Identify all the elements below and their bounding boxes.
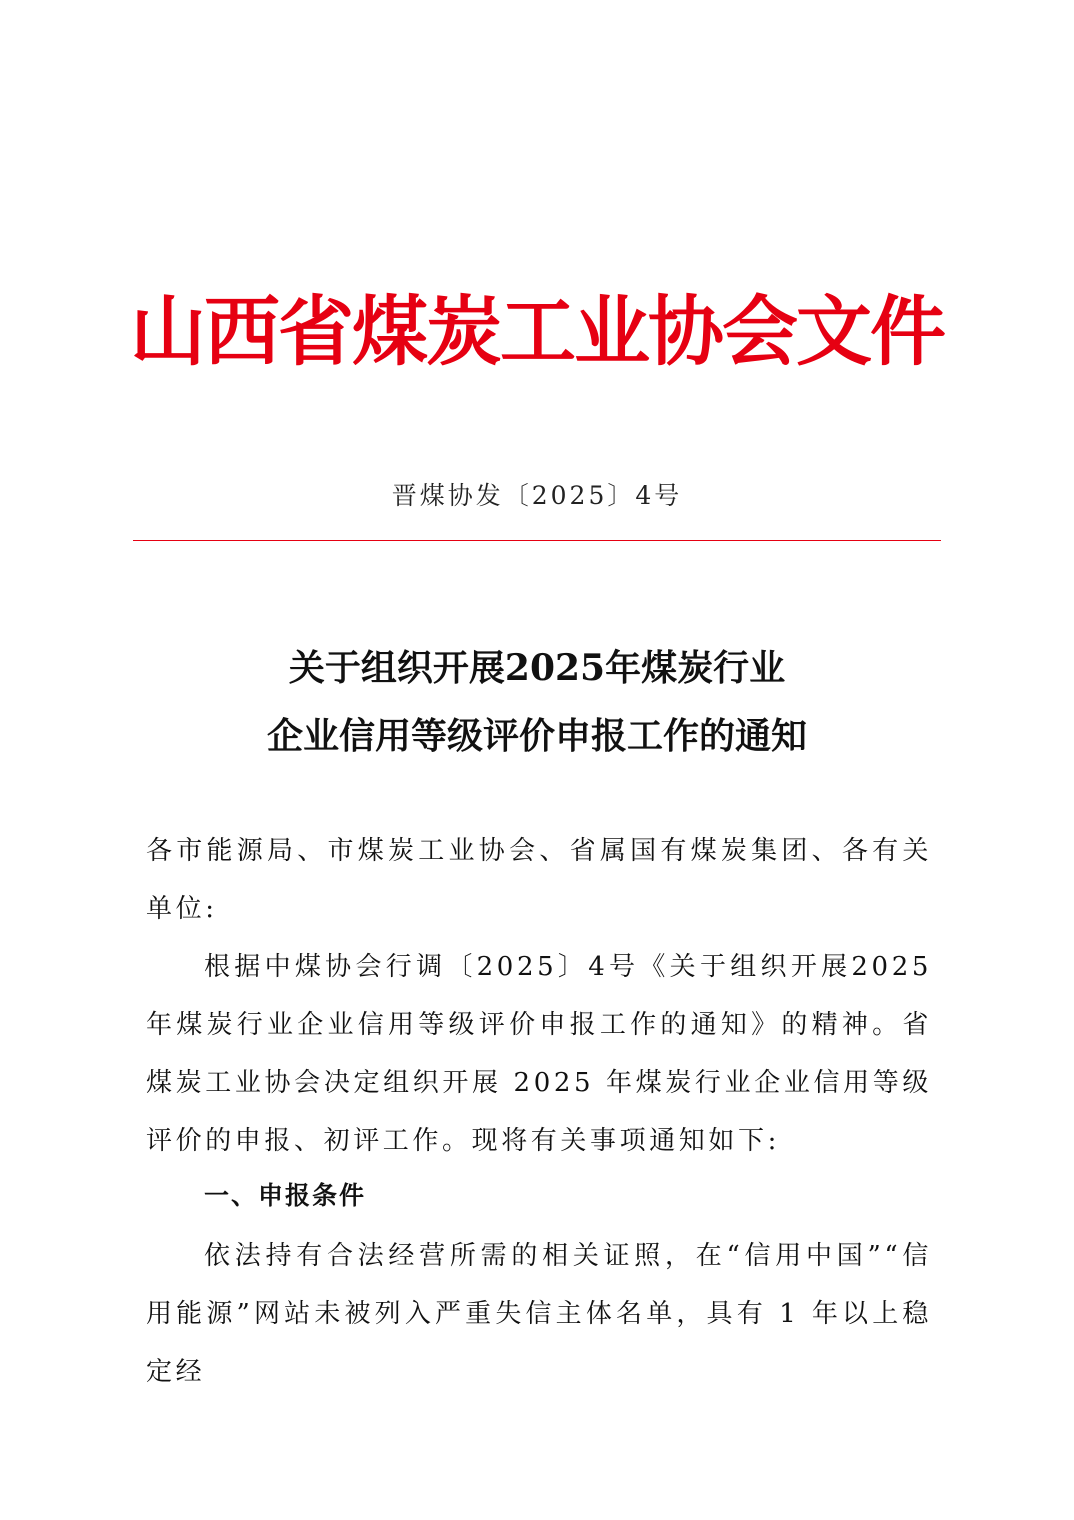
red-divider-line — [133, 540, 941, 541]
paragraph-1: 根据中煤协会行调〔2025〕4号《关于组织开展2025年煤炭行业企业信用等级评价申报工作的通知》的精神。省煤炭工业协会决定组织开展 2025 年煤炭行业企业信用等级评价的申报、初评工作。现将有关事项通知如下: — [146, 952, 932, 1156]
salutation: 各市能源局、市煤炭工业协会、省属国有煤炭集团、各有关单位: — [146, 836, 932, 924]
notice-title-line-1: 关于组织开展2025年煤炭行业 — [288, 647, 786, 689]
section-heading-conditions: 一、申报条件 — [204, 1181, 367, 1210]
notice-title-line-2: 企业信用等级评价申报工作的通知 — [266, 715, 807, 757]
document-number: 晋煤协发〔2025〕4号 — [391, 481, 683, 510]
org-header-title: 山西省煤炭工业协会文件 — [130, 287, 944, 376]
paragraph-2: 依法持有合法经营所需的相关证照，在“信用中国”“信用能源”网站未被列入严重失信主体名单，具有 1 年以上稳定经 — [146, 1241, 932, 1387]
